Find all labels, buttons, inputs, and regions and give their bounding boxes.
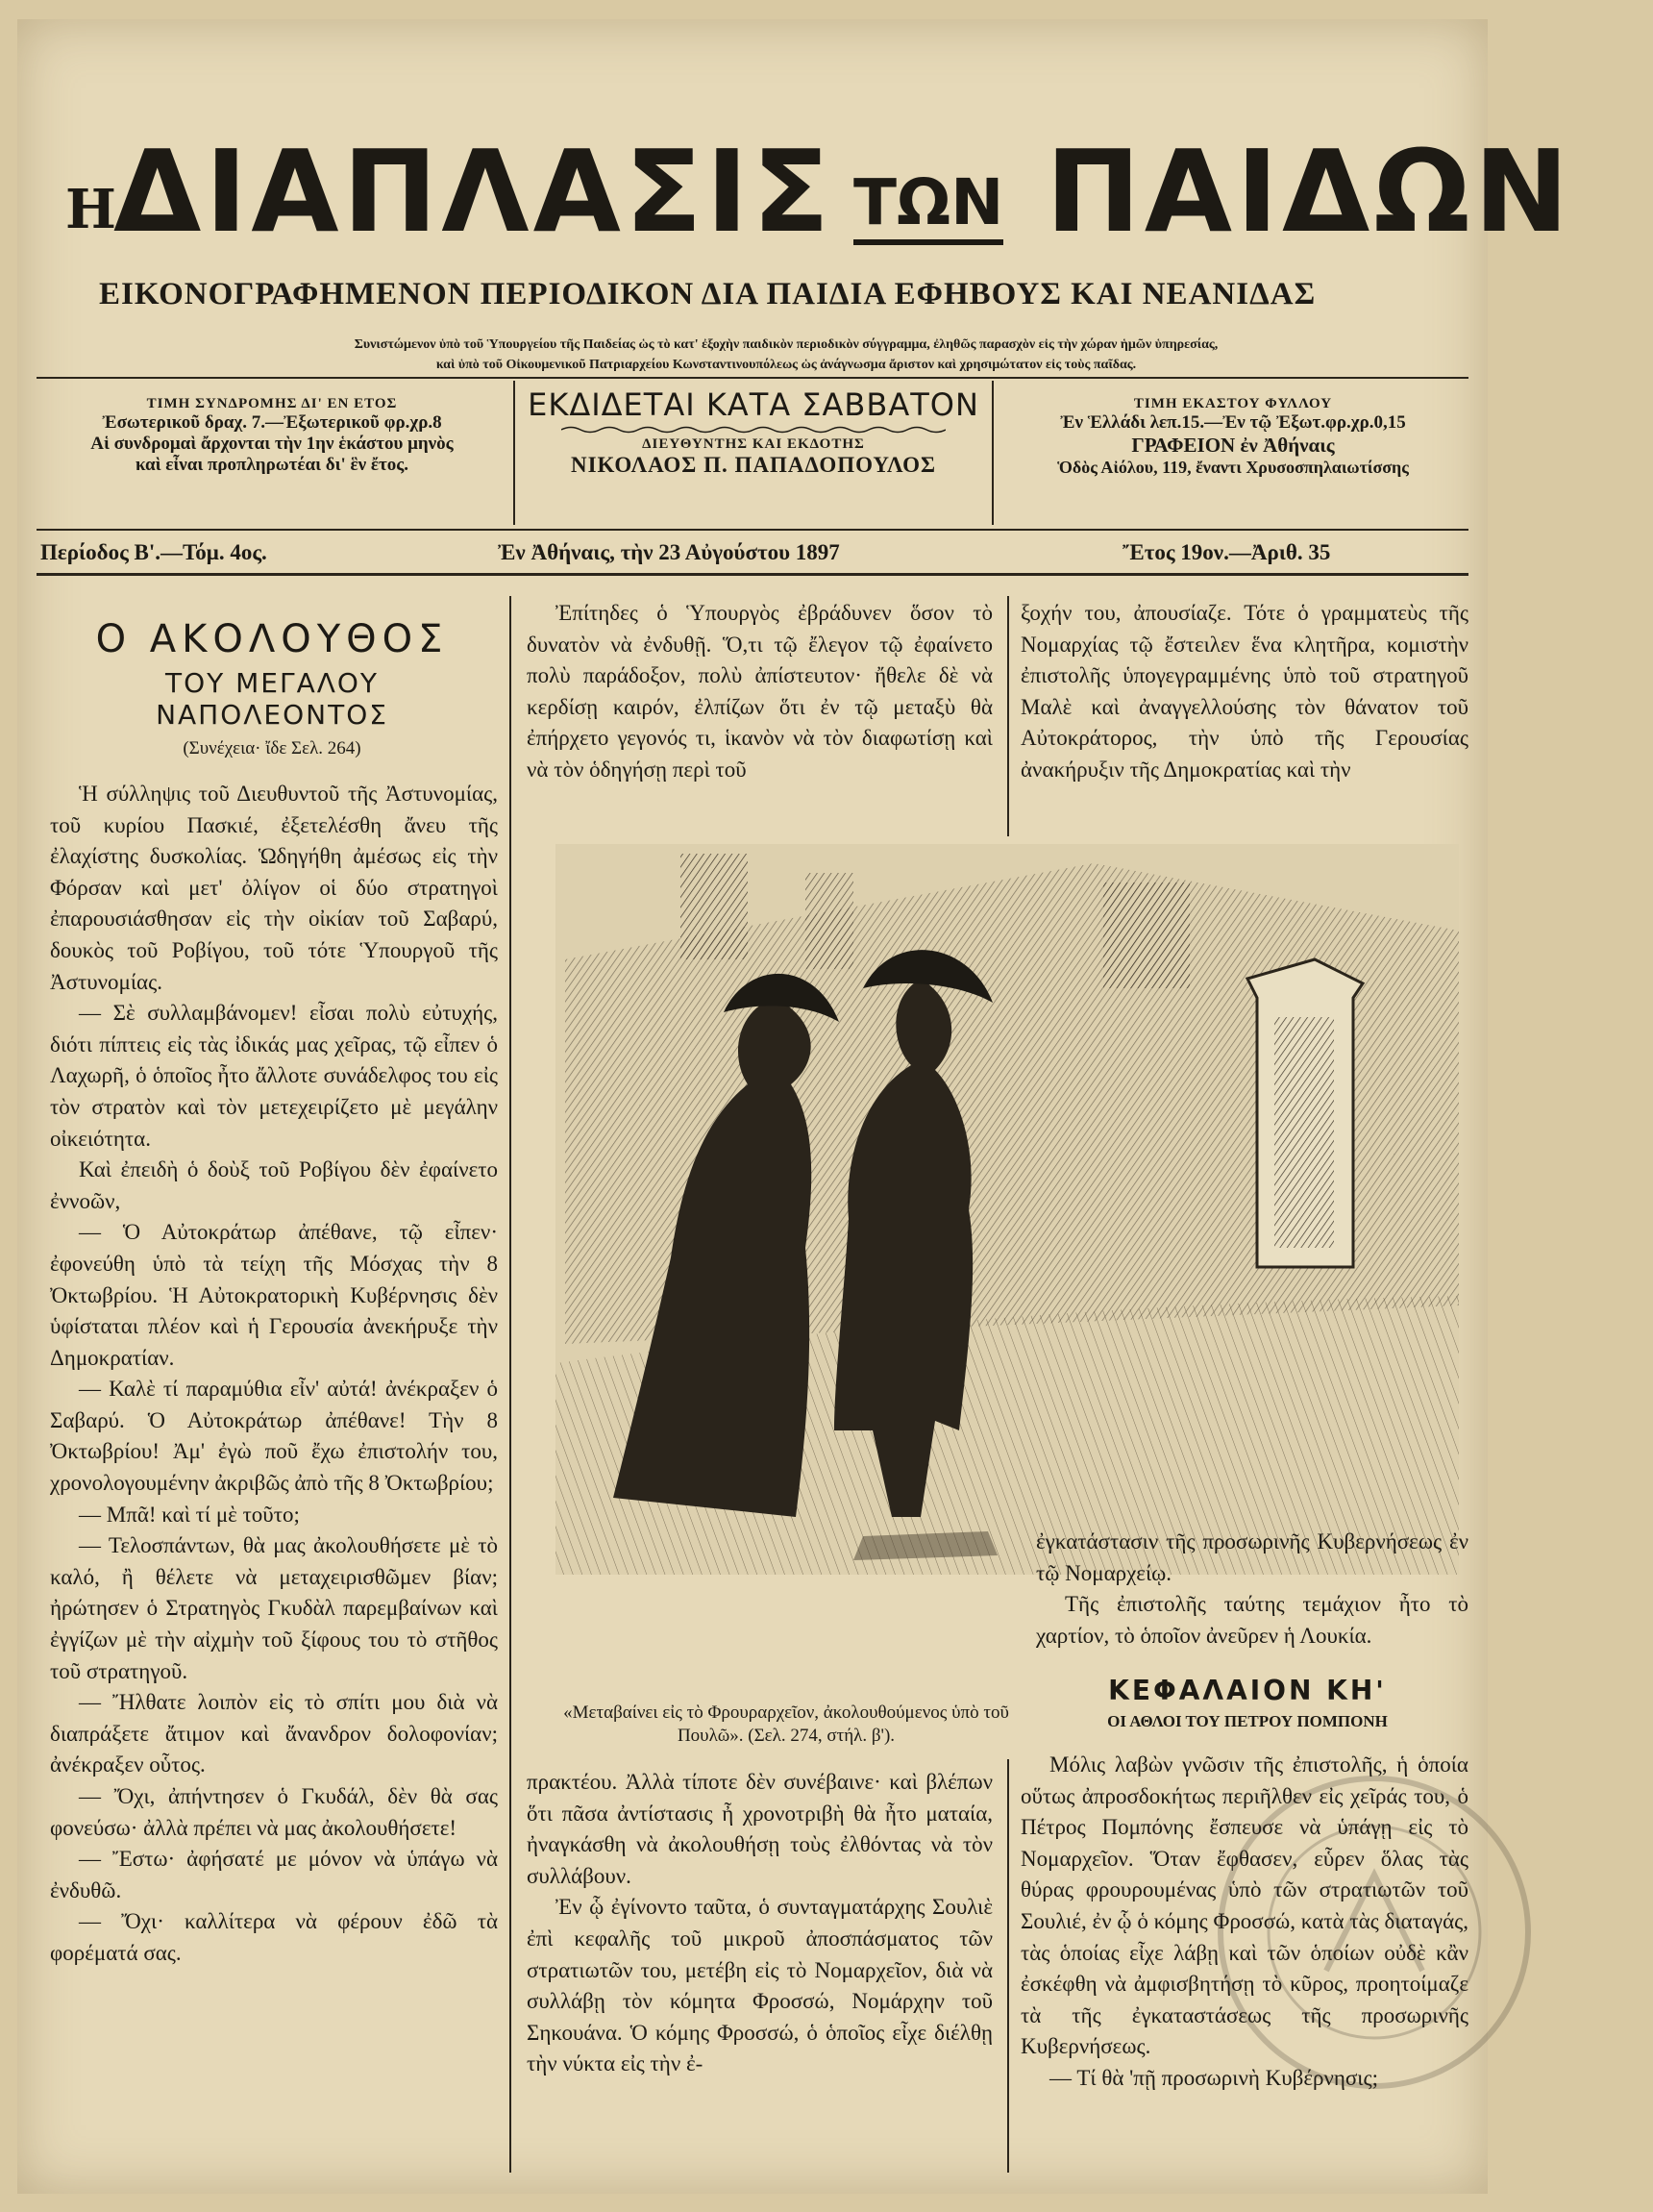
- info-divider-right: [992, 381, 994, 525]
- paragraph: — Ὄχι· καλλίτερα νὰ φέρουν ἐδῶ τὰ φορέματά σας.: [50, 1909, 498, 1965]
- title-main: ΔΙΑΠΛΑΣΙΣ: [113, 125, 834, 258]
- subscription-head: ΤΙΜΗ ΣΥΝΔΡΟΜΗΣ ΔΙ' ΕΝ ΕΤΟΣ: [146, 396, 398, 411]
- article-title: [46, 617, 498, 759]
- publication-schedule: ΕΚΔΙΔΕΤΑΙ ΚΑΤΑ ΣΑΒΒΑΤΟΝ: [528, 386, 979, 423]
- library-stamp-icon: [1211, 1769, 1538, 2096]
- article-continued: (Συνέχεια· ἴδε Σελ. 264): [183, 738, 361, 758]
- subscription-note-1: Αἱ συνδρομαὶ ἄρχονται τὴν 1ην ἑκάστου μηνὸς: [90, 434, 454, 454]
- illustration-engraving: [555, 844, 1459, 1575]
- subscription-box: [37, 396, 507, 476]
- issue-date: Ἐν Ἀθήναις, τὴν 23 Αὐγούστου 1897: [498, 540, 840, 564]
- title-second: ΠΑΙΔΩΝ: [1046, 125, 1573, 258]
- paragraph: — Σὲ συλλαμβάνομεν! εἶσαι πολὺ εὐτυχής, διότι πίπτεις εἰς τὰς ἰδικάς μας χεῖρας, τῷ εἶπεν ὁ Λαχωρῆ, ὁ ὁποῖος ἦτο ἄλλοτε συνάδελφος του εἰς τὸν στρατὸν καὶ τὸν μετεχειρίζετο μὲ μεγάλην οἰκειότητα.: [50, 1001, 498, 1151]
- paragraph: — Τελοσπάντων, θὰ μας ἀκολουθήσετε μὲ τὸ καλό, ἢ θέλετε νὰ μεταχειρισθῶμεν βίαν; ἠρώτησεν ὁ Στρατηγὸς Γκυδὰλ παρεμβαίνων καὶ ἐγγίζων μὲ τὴν αἰχμὴν τοῦ ξίφους του τὸ στῆθος τοῦ στρατηγοῦ.: [50, 1533, 498, 1683]
- paragraph: Ἐν ᾧ ἐγίνοντο ταῦτα, ὁ συνταγματάρχης Σουλιὲ ἐπὶ κεφαλῆς τοῦ μικροῦ ἀποσπάσματος τῶν στρατιωτῶν του, μετέβη εἰς τὸ Νομαρχεῖον, διὰ νὰ συλλάβῃ τὸν κόμητα Φροσσώ, Νομάρχην τοῦ Σηκουάνα. Ὁ κόμης Φροσσώ, ὁ ὁποῖος εἶχε διέλθῃ τὴν νύκτα εἰς τὴν ἐ-: [527, 1895, 993, 2076]
- chapter-title: ΚΕΦΑΛΑΙΟΝ ΚΗ': [1108, 1675, 1387, 1706]
- paragraph: — Μπᾶ! καὶ τί μὲ τοῦτο;: [79, 1502, 300, 1527]
- subscription-note-2: καὶ εἶναι προπληρωτέαι δι' ἓν ἔτος.: [135, 455, 409, 475]
- article-title-1: Ο ΑΚΟΛΟΥΘΟΣ: [95, 617, 449, 661]
- price-box: [998, 396, 1468, 478]
- editor-label: ΔΙΕΥΘΥΝΤΗΣ ΚΑΙ ΕΚΔΟΤΗΣ: [642, 436, 865, 452]
- publisher-box: [519, 386, 988, 478]
- masthead-subtitle: ΕΙΚΟΝΟΓΡΑΦΗΜΕΝΟΝ ΠΕΡΙΟΔΙΚΟΝ ΔΙΑ ΠΑΙΔΙΑ ΕΦΗΒΟΥΣ ΚΑΙ ΝΕΑΝΙΔΑΣ: [99, 277, 1317, 311]
- paragraph: Ἐπίτηδες ὁ Ὑπουργὸς ἐβράδυνεν ὅσον τὸ δυνατὸν νὰ ἐνδυθῇ. Ὅ,τι τῷ ἔλεγον τῷ ἐφαίνετο πολὺ παράδοξον, πολὺ ἀπίστευτον· ἤθελε δὲ νὰ κερδίσῃ καιρόν, ἐλπίζων ὅτι ἐν τῷ μεταξὺ θὰ ἐπήρχετο γεγονός τι, ἱκανὸν νὰ τὸν διαφωτίσῃ καὶ νὰ τὸν ὁδηγήσῃ περὶ τοῦ: [527, 601, 993, 782]
- masthead: [46, 115, 1573, 385]
- editor-name: ΝΙΚΟΛΑΟΣ Π. ΠΑΠΑΔΟΠΟΥΛΟΣ: [570, 453, 937, 477]
- price-head: ΤΙΜΗ ΕΚΑΣΤΟΥ ΦΥΛΛΟΥ: [1133, 396, 1333, 411]
- office-label: ΓΡΑΦΕΙΟΝ ἐν Ἀθήναις: [1131, 434, 1335, 457]
- paragraph: ξοχήν του, ἀπουσίαζε. Τότε ὁ γραμματεὺς τῆς Νομαρχίας τῷ ἔστειλεν ἕνα κλητῆρα, κομιστὴν ἐπιστολῆς ὑπογεγραμμένης ὑπὸ τοῦ στρατηγοῦ Μαλὲ καὶ ἀναγγελλούσης τὸν θάνατον τοῦ Αὐτοκράτορος, τὴν ὑπὸ τῆς Γερουσίας ἀνακήρυξιν τῆς Δημοκρατίας καὶ τὴν: [1021, 601, 1468, 782]
- paragraph: Τῆς ἐπιστολῆς ταύτης τεμάχιον ἦτο τὸ χαρτίον, τὸ ὁποῖον ἀνεῦρεν ἡ Λουκία.: [1036, 1592, 1468, 1648]
- paragraph: — Τί θὰ 'πῇ προσωρινὴ Κυβέρνησις;: [1049, 2065, 1378, 2090]
- recommendation-line-1: Συνιστώμενον ὑπὸ τοῦ Ὑπουργείου τῆς Παιδείας ὡς τὸ κατ' ἐξοχὴν παιδικὸν περιοδικὸν σύγγραμμα, ἐληθῶς παρασχὸν εἰς τὴν χώραν ἡμῶν ὑπηρεσίας,: [354, 337, 1219, 352]
- masthead-title: [46, 115, 1573, 288]
- paragraph: — Καλὲ τί παραμύθια εἶν' αὐτά! ἀνέκραξεν ὁ Σαβαρύ. Ὁ Αὐτοκράτωρ ἀπέθανε! Τὴν 8 Ὀκτωβρίου! Ἀμ' ἐγὼ ποῦ ἔχω ἐπιστολήν του, χρονολογουμένην ἀκριβῶς ἀπὸ τῆς 8 Ὀκτωβρίου;: [50, 1377, 498, 1496]
- chapter-heading: [1036, 1675, 1459, 1731]
- column-1: [50, 779, 498, 1970]
- paragraph: — Ἤλθατε λοιπὸν εἰς τὸ σπίτι μου διὰ νὰ διαπράξετε ἄτιμον καὶ ἄνανδρον δολοφονίαν; ἀνέκραξεν οὗτος.: [50, 1690, 498, 1777]
- paragraph: Καὶ ἐπειδὴ ὁ δοὺξ τοῦ Ροβίγου δὲν ἐφαίνετο ἐννοῶν,: [50, 1157, 498, 1213]
- issue-bottom-rule: [37, 573, 1468, 576]
- recommendation-line-2: καὶ ὑπὸ τοῦ Οἰκουμενικοῦ Πατριαρχείου Κωνσταντινουπόλεως ὡς ἀνάγνωσμα ἄριστον καὶ χρησιμώτατον εἰς τοὺς παῖδας.: [435, 358, 1137, 372]
- wavy-divider: [561, 425, 946, 435]
- article-title-2: ΤΟΥ ΜΕΓΑΛΟΥ ΝΑΠΟΛΕΟΝΤΟΣ: [156, 667, 388, 731]
- issue-year-number: Ἔτος 19ον.—Ἀριθ. 35: [1123, 540, 1331, 564]
- paragraph: — Ἔστω· ἀφήσατέ με μόνον νὰ ὑπάγω νὰ ἐνδυθῶ.: [50, 1847, 498, 1902]
- paragraph: πρακτέου. Ἀλλὰ τίποτε δὲν συνέβαινε· καὶ βλέπων ὅτι πᾶσα ἀντίστασις ἦ χρονοτριβὴ θὰ ἦτο ματαία, ἠναγκάσθη νὰ ἀκολουθήσῃ τοὺς ἐλθόντας νὰ τὸν συλλάβουν.: [527, 1770, 993, 1888]
- info-divider-left: [513, 381, 515, 525]
- paragraph: Μόλις λαβὼν γνῶσιν τῆς ἐπιστολῆς, ἡ ὁποία οὕτως ἀπροσδοκήτως περιῆλθεν εἰς χεῖράς του, ὁ Πέτρος Πομπόνης ἔσπευσε νὰ ὑπάγῃ εἰς τὸ Νομαρχεῖον. Ὅταν ἔφθασεν, εὗρεν ὅλας τὰς θύρας φρουρουμένας ὑπὸ τῶν στρατιωτῶν τοῦ Σουλιέ, ἐν ᾧ ὁ κόμης Φροσσώ, κατὰ τὰς διαταγάς, τὰς ὁποίας εἶχε λάβῃ καὶ τῶν ὁποίων οὐδὲ κἂν ἐσκέφθη νὰ ἀμφισβητήσῃ τὸ κῦρος, προητοίμαζε τὰ τῆς ἐγκαταστάσεως τῆς προσωρινῆς Κυβερνήσεως.: [1021, 1752, 1468, 2059]
- price-line: Ἐν Ἑλλάδι λεπ.15.—Ἐν τῷ Ἐξωτ.φρ.χρ.0,15: [1060, 412, 1406, 433]
- title-article: Η: [65, 178, 116, 241]
- title-of: ΤΩΝ: [853, 165, 1003, 245]
- illustration-caption: «Μεταβαίνει εἰς τὸ Φρουραρχεῖον, ἀκολουθούμενος ὑπὸ τοῦ Πουλῶ». (Σελ. 274, στήλ. β').: [563, 1702, 1009, 1746]
- column-3-top: [1021, 598, 1468, 786]
- office-address: Ὁδὸς Αἰόλου, 119, ἔναντι Χρυσοσπηλαιωτίσσης: [1057, 458, 1409, 477]
- issue-period: Περίοδος Β'.—Τόμ. 4ος.: [40, 540, 267, 564]
- chapter-subtitle: ΟΙ ΑΘΛΟΙ ΤΟΥ ΠΕΤΡΟΥ ΠΟΜΠΟΝΗ: [1107, 1712, 1388, 1730]
- column-divider-2-top: [1007, 596, 1009, 836]
- column-2-bottom: [527, 1767, 993, 2080]
- top-rule: [37, 377, 1468, 379]
- column-divider-2-bottom: [1007, 1759, 1009, 2173]
- paragraph: ἐγκατάστασιν τῆς προσωρινῆς Κυβερνήσεως ἐν τῷ Νομαρχείῳ.: [1036, 1529, 1468, 1585]
- column-divider-1: [509, 596, 511, 2173]
- paragraph: — Ὁ Αὐτοκράτωρ ἀπέθανε, τῷ εἶπεν· ἐφονεύθη ὑπὸ τὰ τείχη τῆς Μόσχας τὴν 8 Ὀκτωβρίου. Ἡ Αὐτοκρατορικὴ Κυβέρνησις δὲν ὑφίσταται πλέον καὶ ἡ Γερουσία ἀνεκήρυξε τὴν Δημοκρατίαν.: [50, 1220, 498, 1370]
- column-2-top: [527, 598, 993, 786]
- column-3-mid: [1036, 1527, 1468, 1652]
- paragraph: Ἡ σύλληψις τοῦ Διευθυντοῦ τῆς Ἀστυνομίας, τοῦ κυρίου Πασκιέ, ἐξετελέσθη ἄνευ τῆς ἐλαχίστης δυσκολίας. Ὡδηγήθη ἀμέσως εἰς τὴν Φόρσαν καὶ μετ' ὀλίγον οἱ δύο στρατηγοὶ ἐπαρουσιάσθησαν εἰς τὴν οἰκίαν τοῦ Σαβαρύ, δουκὸς τοῦ Ροβίγου, τοῦ τότε Ὑπουργοῦ τῆς Ἀστυνομίας.: [50, 782, 498, 994]
- info-bottom-rule: [37, 529, 1468, 531]
- subscription-prices: Ἐσωτερικοῦ δραχ. 7.—Ἐξωτερικοῦ φρ.χρ.8: [102, 412, 442, 433]
- paragraph: — Ὄχι, ἀπήντησεν ὁ Γκυδάλ, δὲν θὰ σας φονεύσω· ἀλλὰ πρέπει νὰ μας ἀκολουθήσετε!: [50, 1784, 498, 1840]
- masthead-recommendation: [123, 335, 1449, 375]
